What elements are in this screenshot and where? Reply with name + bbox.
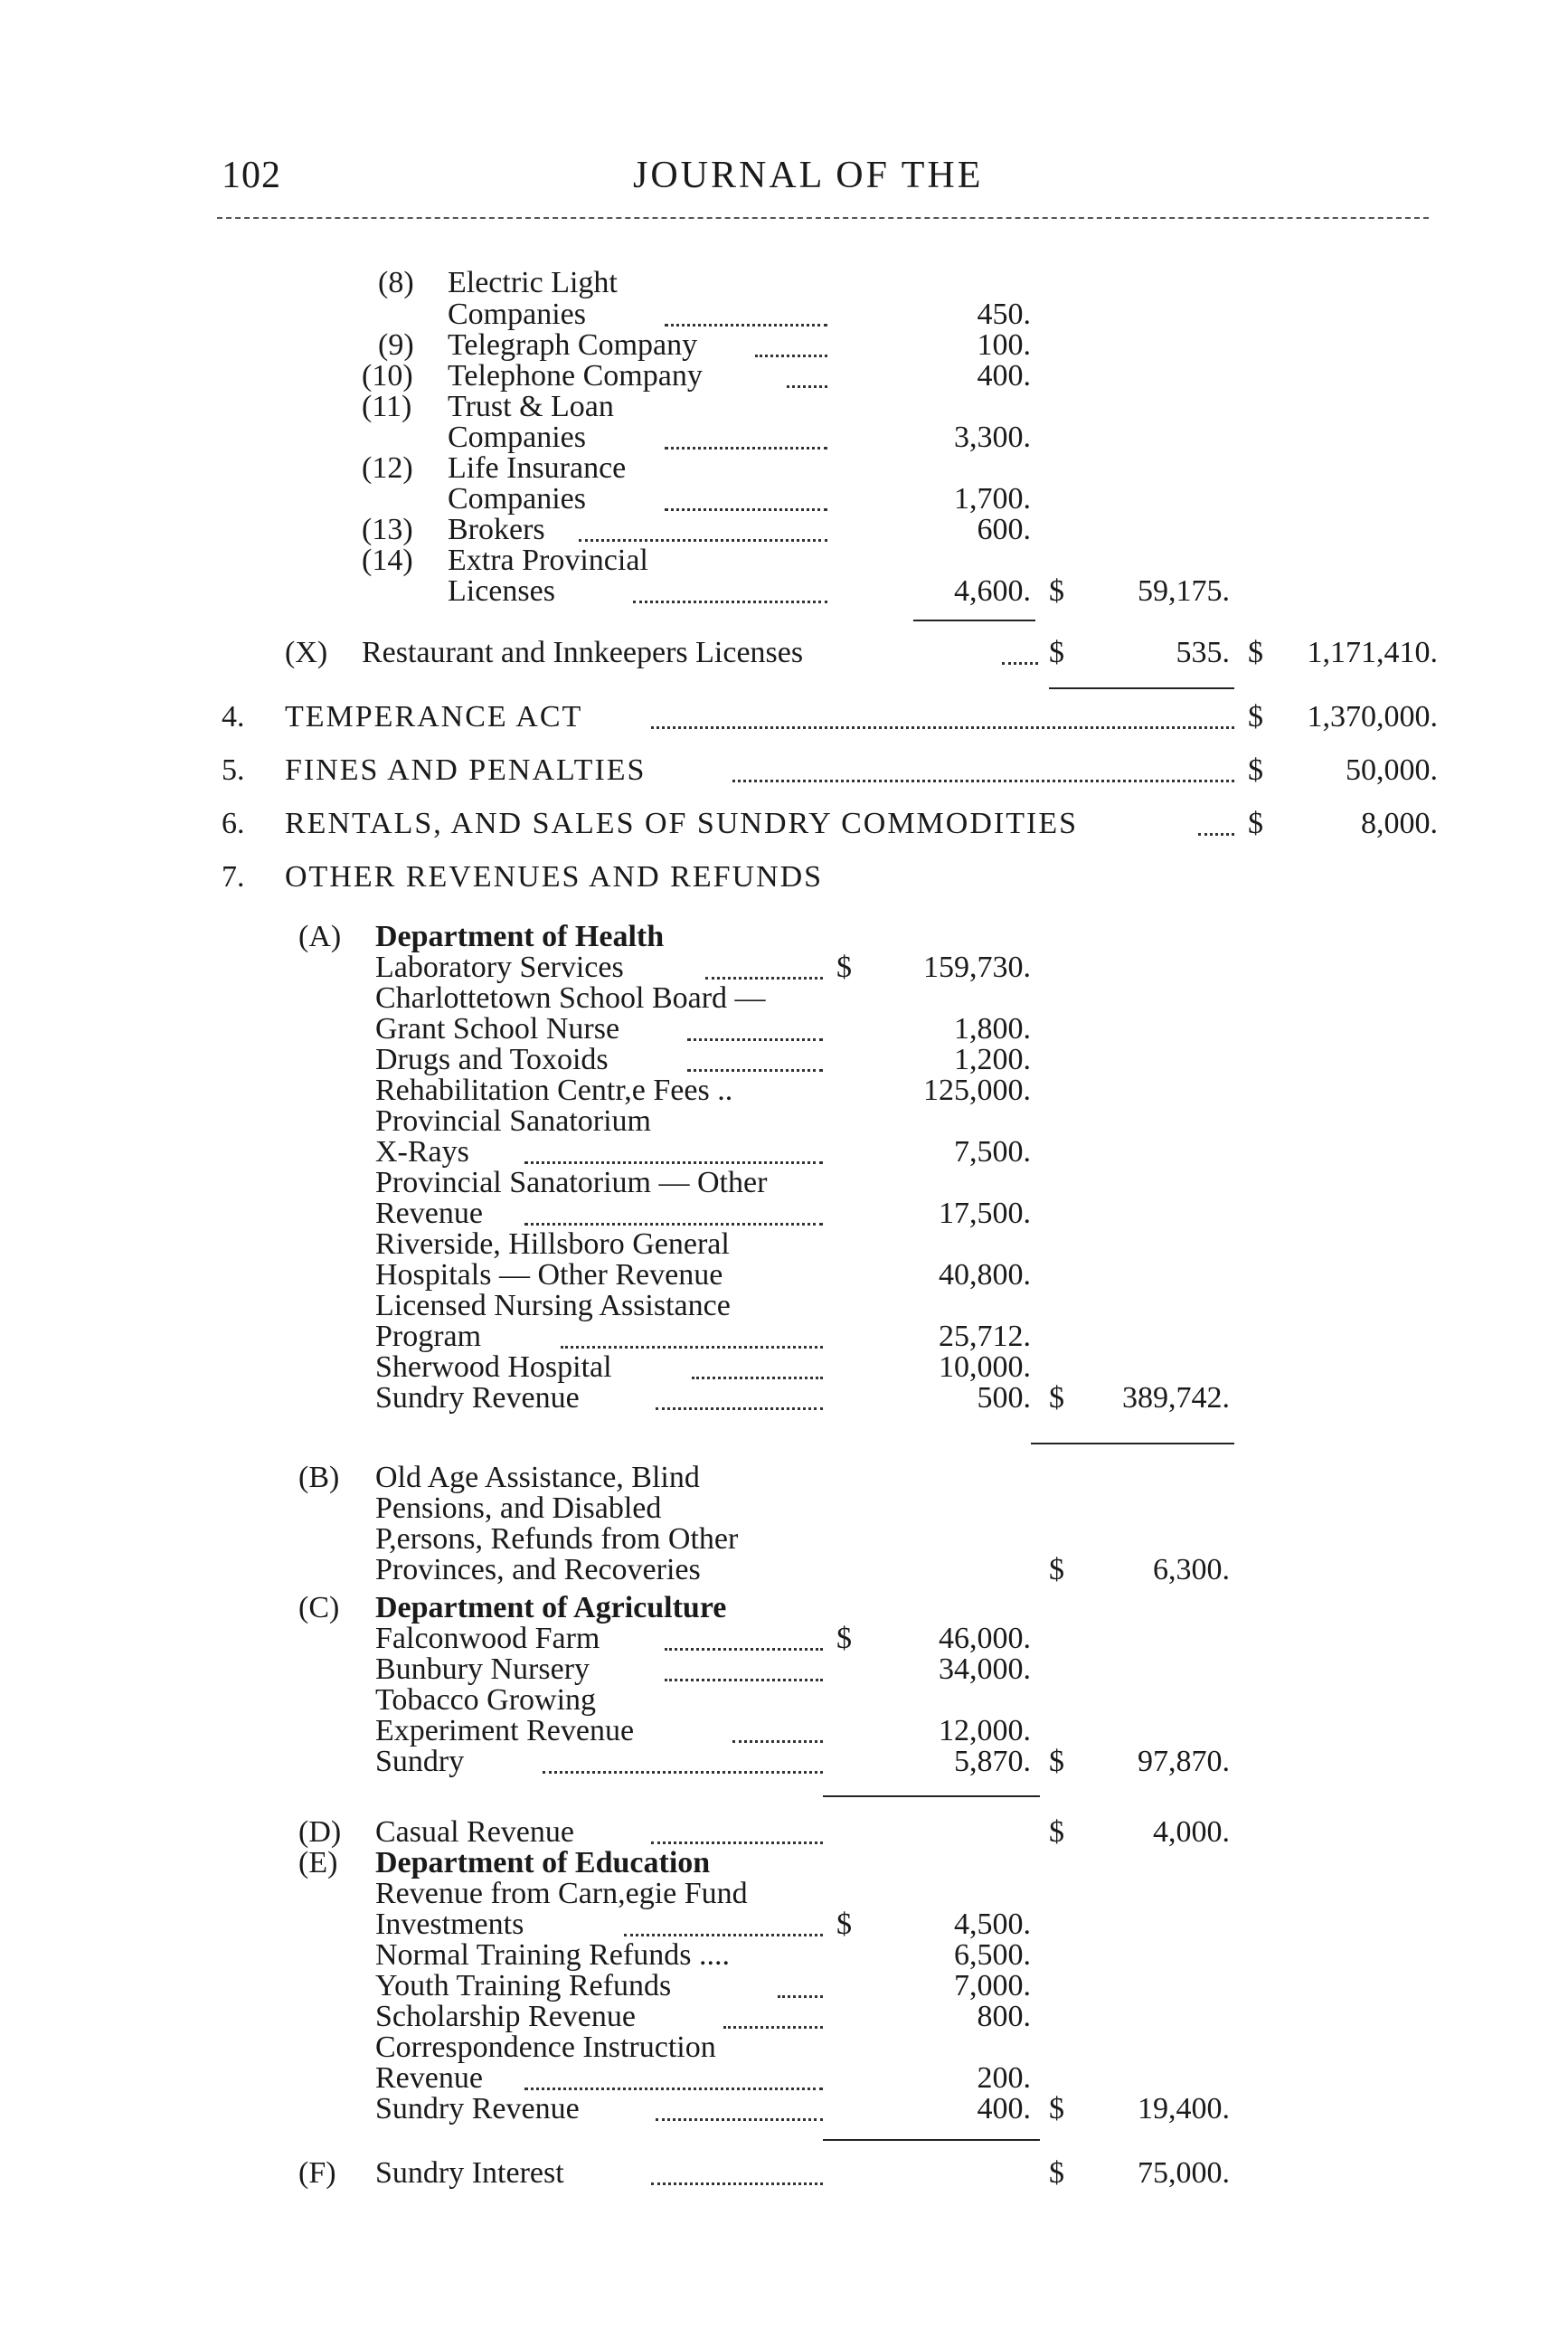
- header-rule: [217, 217, 1429, 219]
- line-amount: 1,200.: [954, 1043, 1031, 1076]
- dot-leader: [692, 1377, 823, 1379]
- dot-leader: [651, 1841, 823, 1844]
- dot-leader: [524, 1161, 823, 1164]
- total-rule: [1031, 1443, 1234, 1444]
- subtotal-rule: [823, 1795, 1040, 1797]
- page-number: 102: [222, 155, 281, 196]
- line-amount: 800.: [977, 2000, 1031, 2033]
- dot-leader: [561, 1346, 823, 1349]
- dot-leader: [723, 2026, 823, 2029]
- item-number: (9): [378, 328, 414, 362]
- dollar-sign: $: [1248, 636, 1263, 669]
- dollar-sign: $: [1049, 1815, 1064, 1849]
- section-number: 7.: [222, 860, 245, 894]
- section-label: RENTALS, AND SALES OF SUNDRY COMMODITIES: [285, 807, 1078, 840]
- line-label: Youth Training Refunds: [375, 1969, 672, 2002]
- line-label: Charlottetown School Board —: [375, 981, 766, 1015]
- running-head: JOURNAL OF THE: [633, 155, 984, 196]
- item-amount: 1,700.: [954, 482, 1031, 516]
- dot-leader: [1198, 833, 1234, 836]
- section-label: TEMPERANCE ACT: [285, 700, 583, 734]
- line-label: P,ersons, Refunds from Other: [375, 1522, 739, 1556]
- dollar-sign: $: [1248, 700, 1263, 734]
- item-label: Electric Light: [448, 266, 618, 299]
- line-amount: 4,500.: [954, 1908, 1031, 1941]
- line-amount: 1,800.: [954, 1012, 1031, 1046]
- line-label: Sundry Revenue: [375, 1381, 580, 1415]
- line-amount: 40,800.: [939, 1258, 1031, 1292]
- section-label: FINES AND PENALTIES: [285, 753, 647, 787]
- dot-leader: [787, 385, 827, 388]
- line-amount: 400.: [977, 2092, 1031, 2125]
- group-title: Department of Agriculture: [375, 1591, 727, 1624]
- item-amount: 450.: [977, 298, 1031, 331]
- group-letter: (D): [298, 1815, 342, 1849]
- line-label: Provincial Sanatorium: [375, 1104, 652, 1138]
- item-amount: 3,300.: [954, 421, 1031, 454]
- dot-leader: [665, 508, 827, 511]
- line-label: Revenue: [375, 2061, 483, 2095]
- line-amount: 159,730.: [923, 951, 1031, 984]
- item-amount: 100.: [977, 328, 1031, 362]
- line-label: Sundry: [375, 1745, 465, 1778]
- group-total: 1,171,410.: [1307, 636, 1438, 669]
- line-amount: 46,000.: [939, 1622, 1031, 1655]
- line-label: Provincial Sanatorium — Other: [375, 1166, 768, 1199]
- dollar-sign: $: [836, 1622, 852, 1655]
- item-label: Trust & Loan: [448, 390, 614, 423]
- dot-leader: [656, 2118, 823, 2121]
- dollar-sign: $: [1049, 1553, 1064, 1586]
- line-label: Tobacco Growing: [375, 1683, 597, 1717]
- section-total: 8,000.: [1361, 807, 1438, 840]
- line-amount: 34,000.: [939, 1652, 1031, 1686]
- line-label: Revenue from Carn,egie Fund: [375, 1877, 748, 1910]
- line-label: Investments: [375, 1908, 524, 1941]
- dollar-sign: $: [1049, 2156, 1064, 2190]
- line-amount: 7,000.: [954, 1969, 1031, 2002]
- dollar-sign: $: [1248, 753, 1263, 787]
- line-label: Bunbury Nursery: [375, 1652, 590, 1686]
- dollar-sign: $: [1049, 636, 1064, 669]
- dollar-sign: $: [1049, 2092, 1064, 2125]
- section-number: 5.: [222, 753, 245, 787]
- line-label: Riverside, Hillsboro General: [375, 1227, 730, 1261]
- item-label: Telephone Company: [448, 359, 703, 393]
- subtotal-amount: 59,175.: [1138, 574, 1230, 608]
- line-label: Laboratory Services: [375, 951, 624, 984]
- line-amount: 5,870.: [954, 1745, 1031, 1778]
- item-amount: 400.: [977, 359, 1031, 393]
- group-title: Department of Health: [375, 920, 665, 953]
- item-label: Companies: [448, 482, 586, 516]
- line-label: Pensions, and Disabled: [375, 1491, 662, 1525]
- group-total: 4,000.: [1153, 1815, 1230, 1849]
- line-amount: 125,000.: [923, 1074, 1031, 1107]
- dot-leader: [656, 1407, 823, 1410]
- group-title: Department of Education: [375, 1846, 711, 1879]
- line-label: Provinces, and Recoveries: [375, 1553, 701, 1586]
- dollar-sign: $: [836, 1908, 852, 1941]
- line-label: Experiment Revenue: [375, 1714, 635, 1747]
- dot-leader: [624, 1934, 823, 1936]
- dot-leader: [651, 2182, 823, 2185]
- subtotal-rule: [913, 620, 1035, 621]
- dot-leader: [732, 780, 1234, 782]
- item-amount: 600.: [977, 513, 1031, 546]
- total-rule: [1049, 687, 1234, 689]
- line-label: Sundry Revenue: [375, 2092, 580, 2125]
- section-total: 1,370,000.: [1307, 700, 1438, 734]
- item-number: (12): [362, 451, 413, 485]
- group-total: 389,742.: [1122, 1381, 1230, 1415]
- dot-leader: [633, 601, 827, 603]
- line-amount: 10,000.: [939, 1350, 1031, 1384]
- item-number: (X): [285, 636, 328, 669]
- dot-leader: [1002, 662, 1038, 665]
- line-label: Old Age Assistance, Blind: [375, 1461, 700, 1494]
- line-label: Licensed Nursing Assistance: [375, 1289, 731, 1322]
- dot-leader: [543, 1771, 823, 1774]
- line-amount: 6,500.: [954, 1938, 1031, 1972]
- line-label: Drugs and Toxoids: [375, 1043, 609, 1076]
- item-label: Life Insurance: [448, 451, 627, 485]
- dot-leader: [665, 324, 827, 327]
- dot-leader: [524, 2088, 823, 2090]
- section-label: OTHER REVENUES AND REFUNDS: [285, 860, 824, 894]
- dollar-sign: $: [1049, 1745, 1064, 1778]
- item-number: (10): [362, 359, 413, 393]
- line-label: Correspondence Instruction: [375, 2031, 716, 2064]
- item-label: Companies: [448, 421, 586, 454]
- group-total: 75,000.: [1138, 2156, 1230, 2190]
- group-total: 19,400.: [1138, 2092, 1230, 2125]
- item-label: Companies: [448, 298, 586, 331]
- dot-leader: [579, 539, 827, 542]
- section-total: 50,000.: [1346, 753, 1438, 787]
- section-number: 6.: [222, 807, 245, 840]
- dot-leader: [778, 1995, 823, 1998]
- group-total: 6,300.: [1153, 1553, 1230, 1586]
- dot-leader: [665, 1679, 823, 1681]
- group-letter: (B): [298, 1461, 340, 1494]
- line-label: Program: [375, 1320, 482, 1353]
- dot-leader: [732, 1740, 823, 1743]
- item-label: Restaurant and Innkeepers Licenses: [362, 636, 804, 669]
- item-number: (13): [362, 513, 413, 546]
- line-label: Scholarship Revenue: [375, 2000, 636, 2033]
- dot-leader: [705, 977, 823, 980]
- dot-leader: [755, 355, 827, 357]
- dot-leader: [665, 1648, 823, 1651]
- line-label: Falconwood Farm: [375, 1622, 600, 1655]
- line-label: Revenue: [375, 1197, 483, 1230]
- line-amount: 25,712.: [939, 1320, 1031, 1353]
- line-label: Casual Revenue: [375, 1815, 574, 1849]
- item-amount: 4,600.: [954, 574, 1031, 608]
- dollar-sign: $: [1248, 807, 1263, 840]
- item-number: (8): [378, 266, 414, 299]
- line-amount: 7,500.: [954, 1135, 1031, 1169]
- line-amount: 17,500.: [939, 1197, 1031, 1230]
- item-number: (11): [362, 390, 412, 423]
- subtotal-rule: [823, 2139, 1040, 2141]
- item-label: Extra Provincial: [448, 544, 648, 577]
- dollar-sign: $: [1049, 574, 1064, 608]
- line-label: Hospitals — Other Revenue: [375, 1258, 723, 1292]
- line-label: Grant School Nurse: [375, 1012, 620, 1046]
- group-letter: (A): [298, 920, 342, 953]
- group-letter: (C): [298, 1591, 340, 1624]
- dollar-sign: $: [836, 951, 852, 984]
- dot-leader: [687, 1038, 823, 1041]
- line-label: Sherwood Hospital: [375, 1350, 612, 1384]
- line-amount: 200.: [977, 2061, 1031, 2095]
- dot-leader: [524, 1223, 823, 1226]
- line-amount: 500.: [977, 1381, 1031, 1415]
- item-label: Brokers: [448, 513, 545, 546]
- line-label: X-Rays: [375, 1135, 469, 1169]
- group-letter: (F): [298, 2156, 336, 2190]
- item-amount: 535.: [1176, 636, 1230, 669]
- section-number: 4.: [222, 700, 245, 734]
- item-number: (14): [362, 544, 413, 577]
- line-amount: 12,000.: [939, 1714, 1031, 1747]
- dot-leader: [687, 1069, 823, 1072]
- line-label: Sundry Interest: [375, 2156, 564, 2190]
- dot-leader: [665, 447, 827, 450]
- dot-leader: [651, 726, 1234, 729]
- item-label: Telegraph Company: [448, 328, 698, 362]
- dollar-sign: $: [1049, 1381, 1064, 1415]
- line-label: Rehabilitation Centr,e Fees ..: [375, 1074, 733, 1107]
- group-total: 97,870.: [1138, 1745, 1230, 1778]
- group-letter: (E): [298, 1846, 338, 1879]
- line-label: Normal Training Refunds ....: [375, 1938, 730, 1972]
- item-label: Licenses: [448, 574, 555, 608]
